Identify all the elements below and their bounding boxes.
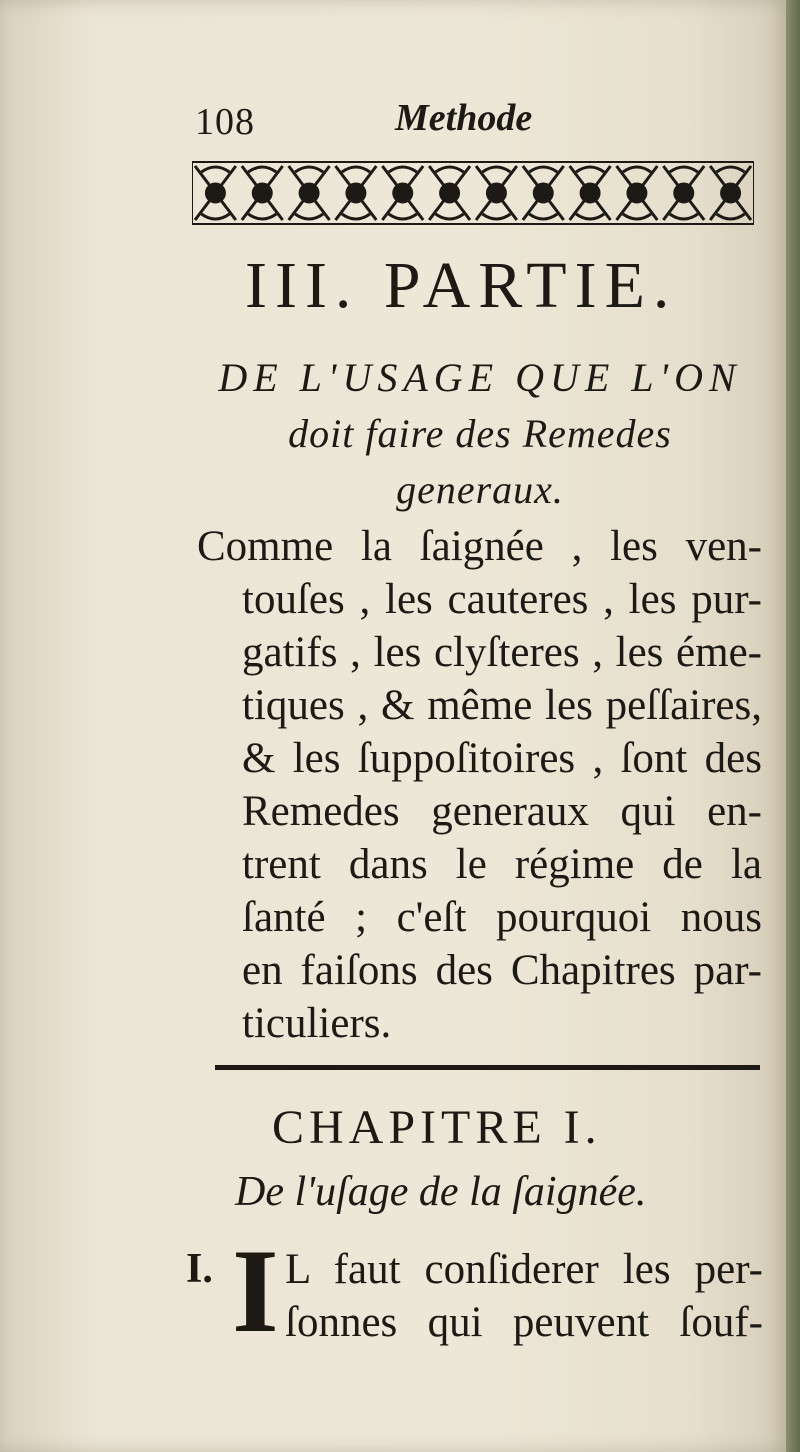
chapter-title: CHAPITRE I.: [272, 1101, 602, 1154]
ornament-motif: [710, 166, 751, 220]
page-number: 108: [195, 101, 255, 143]
ornament-motif: [429, 166, 470, 220]
section-heading-line-1: DE L'USAGE QUE L'ON: [218, 355, 742, 400]
drop-cap-letter: I: [232, 1224, 279, 1357]
body-line: ticuliers.: [242, 1000, 392, 1047]
horizontal-rule: [215, 1065, 760, 1070]
chapter-first-paragraph: [285, 1243, 763, 1349]
body-line: en faiſons des Chapitres par-: [242, 947, 762, 994]
body-line: ſanté ; c'eſt pourquoi nous: [242, 894, 762, 941]
ornament-motif: [617, 166, 658, 220]
section-heading-line-3: generaux.: [396, 467, 564, 512]
paragraph-line: ſonnes qui peuvent ſouf-: [285, 1299, 763, 1346]
article-number: I.: [186, 1246, 213, 1292]
chapter-subtitle: De l'uſage de la ſaignée.: [235, 1169, 647, 1215]
body-line: & les ſuppoſitoires , ſont des: [242, 735, 762, 782]
body-line: Remedes generaux qui en-: [242, 788, 762, 835]
page-edge: [786, 0, 800, 1452]
body-line: Comme la ſaignée , les ven-: [197, 523, 762, 570]
body-line: gatifs , les clyſteres , les éme-: [242, 629, 762, 676]
running-head: [195, 92, 595, 142]
section-heading-line-2: doit faire des Remedes: [288, 411, 672, 456]
body-line: trent dans le régime de la: [242, 841, 762, 888]
ornament-motif: [570, 166, 611, 220]
body-line: touſes , les cauteres , les pur-: [242, 576, 762, 623]
ornament-motif: [523, 166, 564, 220]
running-title: Methode: [395, 97, 533, 139]
part-title: III. PARTIE.: [245, 249, 678, 322]
paragraph-line: L faut conſiderer les per-: [285, 1246, 763, 1293]
ornament-motif: [663, 166, 704, 220]
ornament-motif: [382, 166, 423, 220]
body-line: tiques , & même les peſſaires,: [242, 682, 762, 729]
ornament-motif: [476, 166, 517, 220]
ornament-motif: [336, 166, 377, 220]
section-heading: [190, 350, 770, 518]
ornament-motif: [195, 166, 236, 220]
ornament-motif: [289, 166, 330, 220]
body-paragraph: [197, 520, 762, 1050]
ornament-motif: [242, 166, 283, 220]
decorative-ornament-band: [192, 160, 754, 226]
